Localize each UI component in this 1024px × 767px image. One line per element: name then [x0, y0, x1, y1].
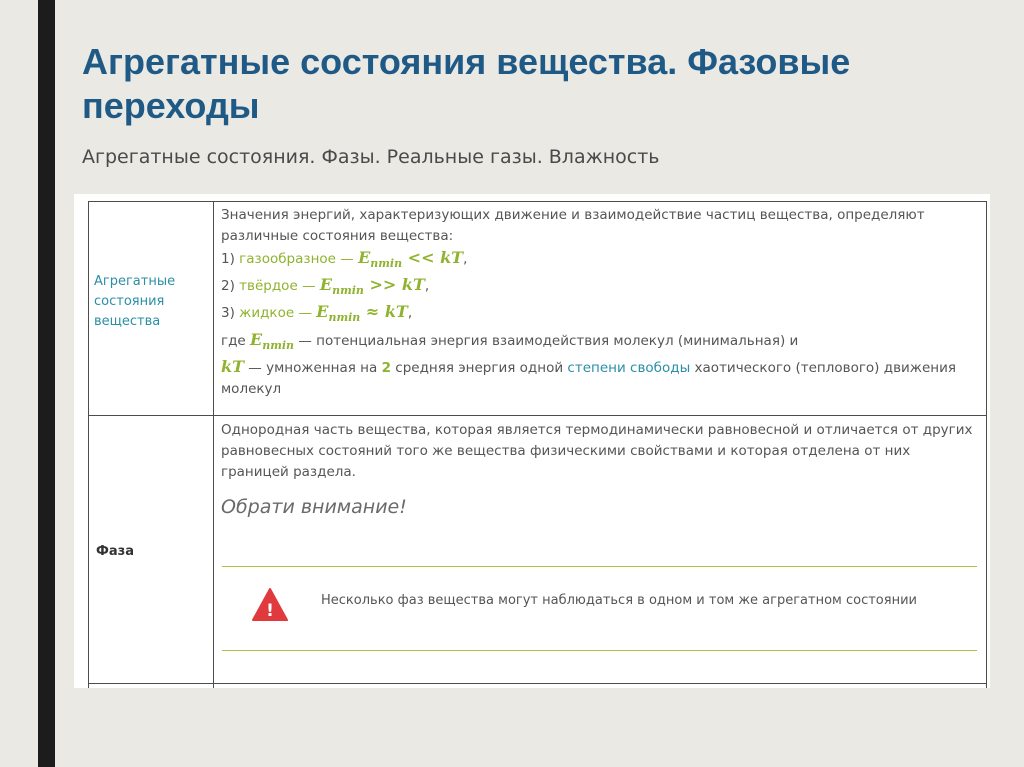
definition-table — [88, 201, 987, 688]
degree-of-freedom-link[interactable]: степени свободы — [567, 359, 691, 376]
state-name-gas: газообразное — [239, 251, 336, 267]
slide-subtitle: Агрегатные состояния. Фазы. Реальные газы. Влажность — [82, 146, 660, 168]
state-item-solid: 2) твёрдое — $E_{nmin}$ >> kT, — [221, 275, 430, 298]
row-label-phase: Фаза — [96, 544, 134, 559]
kt-explanation: kT — умноженная на 2 средняя энергия одной степени свободы хаотического (теплового) движения молекул — [221, 356, 956, 397]
warning-text: Несколько фаз вещества могут наблюдаться в одном и том же агрегатном состоянии — [321, 593, 917, 608]
attention-divider-top — [222, 566, 977, 567]
state-item-gas: 1) газообразное — $E_{nmin}$ << kT, — [221, 248, 468, 271]
column-divider — [213, 202, 214, 688]
attention-heading: Обрати внимание! — [221, 496, 407, 518]
aggregate-states-description — [221, 205, 981, 400]
svg-text:!: ! — [266, 601, 274, 621]
warning-icon — [252, 587, 288, 623]
where-explanation: где $E_{nmin}$ — потенциальная энергия взаимодействия молекул (минимальная) и — [221, 329, 799, 352]
state-name-solid: твёрдое — [239, 278, 298, 295]
row-label-aggregate-states: Агрегатные состояния вещества — [94, 274, 176, 329]
left-accent-bar — [38, 0, 55, 767]
phase-description — [221, 420, 981, 518]
intro-text: Значения энергий, характеризующих движение и взаимодействие частиц вещества, определяют различные состояния вещества: — [221, 207, 925, 244]
attention-divider-bottom — [222, 650, 977, 651]
row-divider — [89, 683, 986, 684]
document-screenshot — [74, 194, 990, 688]
slide-title: Агрегатные состояния вещества. Фазовые переходы — [82, 41, 851, 126]
state-name-liquid: жидкое — [239, 305, 295, 322]
state-item-liquid: 3) жидкое — $E_{nmin}$ ≈ kT, — [221, 302, 413, 325]
phase-definition: Однородная часть вещества, которая является термодинамически равновесной и отличается от других равновесных состояний того же вещества физическими свойствами и которая отделена от них границей раздела. — [221, 422, 973, 480]
row-divider — [89, 415, 986, 416]
